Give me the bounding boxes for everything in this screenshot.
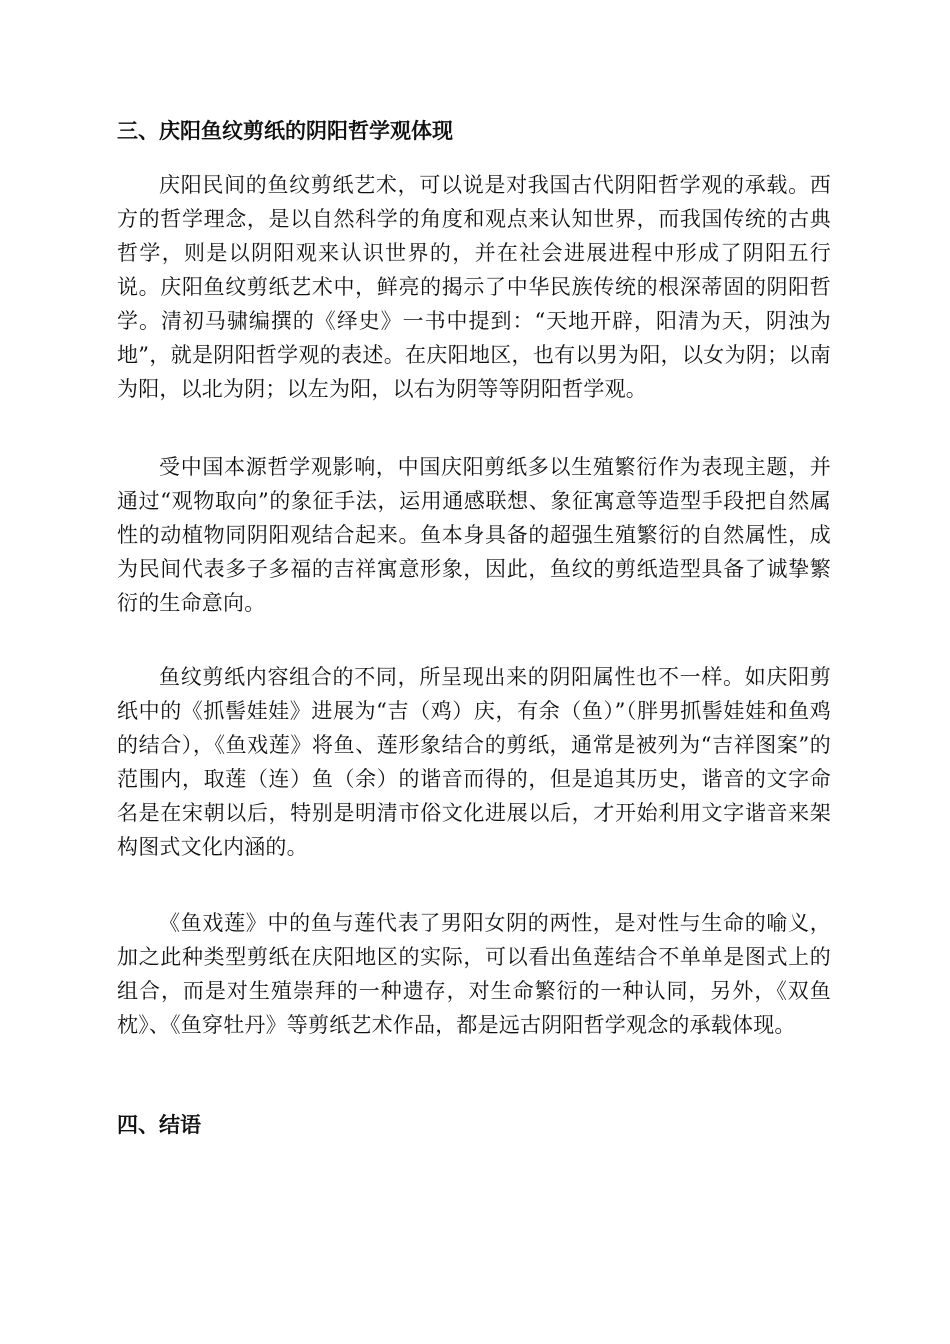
paragraph-2: 受中国本源哲学观影响，中国庆阳剪纸多以生殖繁衍作为表现主题，并通过“观物取向”的象征手法，运用通感联想、象征寓意等造型手段把自然属性的动植物同阴阳观结合起来。鱼本身具备的超强生殖繁衍的自然属性，成为民间代表多子多福的吉祥寓意形象，因此，鱼纹的剪纸造型具备了诚挚繁衍的生命意向。 xyxy=(117,455,831,615)
paragraph-1: 庆阳民间的鱼纹剪纸艺术，可以说是对我国古代阴阳哲学观的承载。西方的哲学理念，是以自然科学的角度和观点来认知世界，而我国传统的古典哲学，则是以阴阳观来认识世界的，并在社会进展进程中形成了阴阳五行说。庆阳鱼纹剪纸艺术中，鲜亮的揭示了中华民族传统的根深蒂固的阴阳哲学。清初马骕编撰的《绎史》一书中提到：“天地开辟，阳清为天，阴浊为地”，就是阴阳哲学观的表述。在庆阳地区，也有以男为阳，以女为阴；以南为阳，以北为阴；以左为阳，以右为阴等等阴阳哲学观。 xyxy=(117,173,831,401)
paragraph-3: 鱼纹剪纸内容组合的不同，所呈现出来的阴阳属性也不一样。如庆阳剪纸中的《抓髻娃娃》进展为“吉（鸡）庆，有余（鱼）”（胖男抓髻娃娃和鱼鸡的结合），《鱼戏莲》将鱼、莲形象结合的剪纸，通常是被列为“吉祥图案”的范围内，取莲（连）鱼（余）的谐音而得的，但是追其历史，谐音的文字命名是在宋朝以后，特别是明清市俗文化进展以后，才开始利用文字谐音来架构图式文化内涵的。 xyxy=(117,665,831,859)
section-3-heading: 三、庆阳鱼纹剪纸的阴阳哲学观体现 xyxy=(117,118,453,143)
paragraph-4: 《鱼戏莲》中的鱼与莲代表了男阳女阴的两性，是对性与生命的喻义，加之此种类型剪纸在庆阳地区的实际，可以看出鱼莲结合不单单是图式上的组合，而是对生殖崇拜的一种遗存，对生命繁衍的一种认同，另外，《双鱼枕》、《鱼穿牡丹》等剪纸艺术作品，都是远古阴阳哲学观念的承载体现。 xyxy=(117,911,831,1037)
section-4-heading: 四、结语 xyxy=(117,1112,201,1137)
